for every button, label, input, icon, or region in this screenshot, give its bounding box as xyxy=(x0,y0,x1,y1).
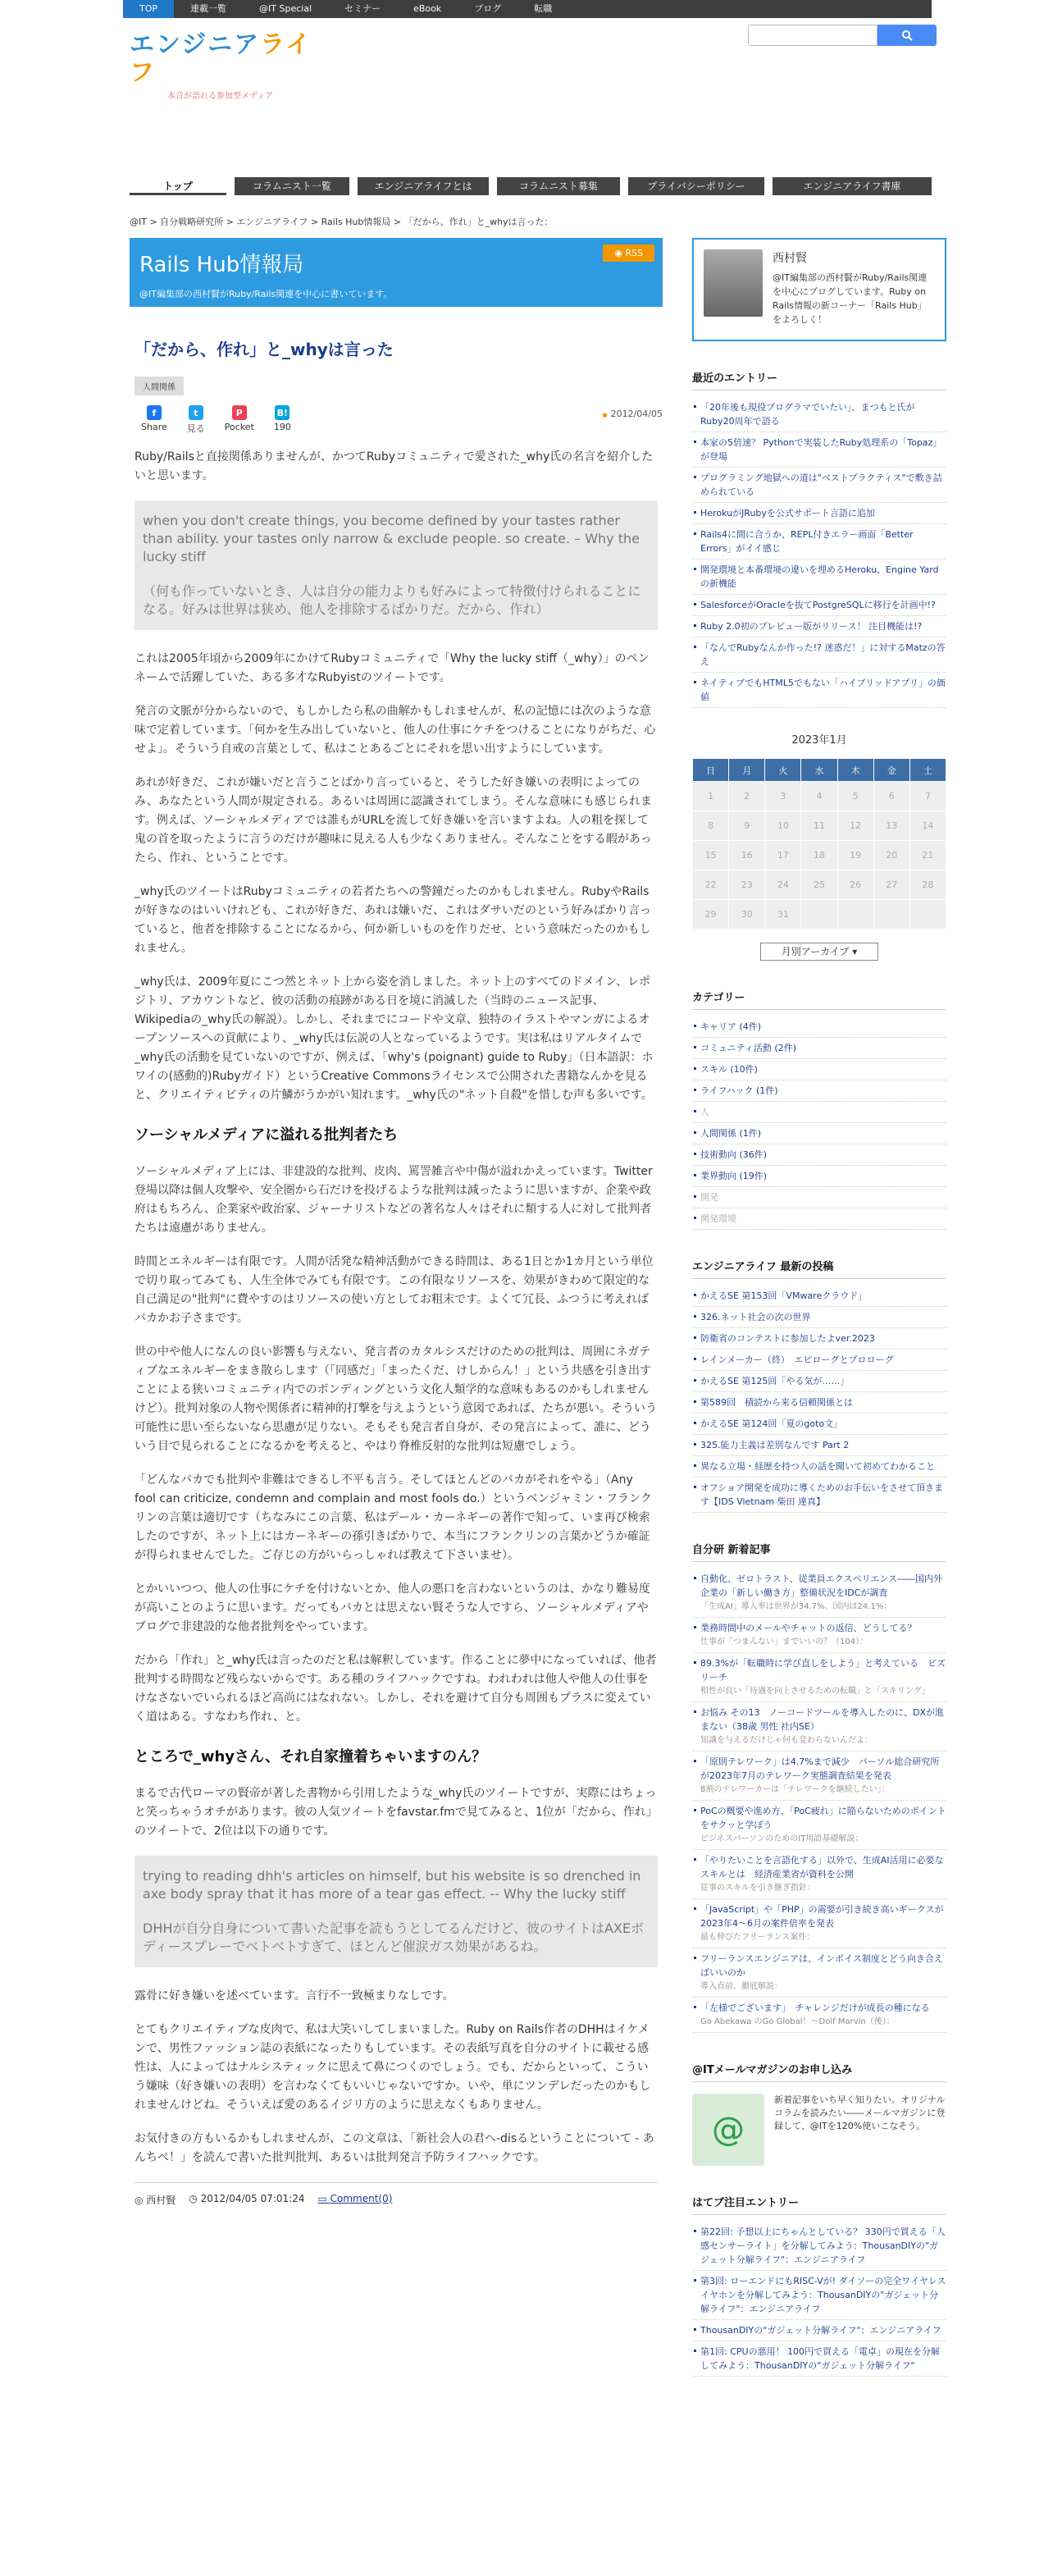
chevron-down-icon: ▾ xyxy=(852,946,858,957)
paragraph: とてもクリエイティブな皮肉で、私は大笑いしてしまいました。Ruby on Rails作者のDHHはイケメンで、男性ファッション誌の表紙になったりもしています。その表紙写真を自分のサイトに載せる感性は、人によってはナルシスティックに思えて鼻につくのでしょう。でも、だからといって、こういう嫌味（好き嫌いの表明）を言わなくてもいいじゃないですか。いや、単にツンデレだったのかもしれませんけどね。そういえば愛のあるイジリ方のように思えなくもありません。 xyxy=(134,2023,651,2112)
logo-main-b: ライフ xyxy=(130,30,312,87)
paragraph: あれが好きだ、これが嫌いだと言うことばかり言っていると、そうした好き嫌いの表明によってのみ、あなたという人間が規定される。あるいは周囲に認識されてしまう。そんな意味にも感じられます。例えば、ソーシャルメディアでは誰もがURLを流して好き嫌いを言いますよね。人の粗を探して鬼の首を取ったように言うのだけが趣味に見える人も少なくありません。そんなことをする暇があったら、作れ、ということです。 xyxy=(134,776,652,865)
share-icon: B! xyxy=(275,405,289,420)
item-title: ライフハック (1件) xyxy=(700,1085,778,1096)
item-subtitle: 最も伸びたフリーランス案件： xyxy=(700,1933,815,1942)
mag-text: 新着記事をいち早く知りたい。オリジナルコラムを読みたい――メールマガジンに登録して、@ITを120%使いこなそう。 xyxy=(774,2094,946,2131)
list-item[interactable]: かえるSE 第125回「やる気が……」 xyxy=(692,1371,946,1392)
list-item[interactable] xyxy=(692,1899,946,1948)
calendar-day: 18 xyxy=(801,841,837,870)
list-item[interactable] xyxy=(692,1702,946,1752)
calendar-day: 4 xyxy=(801,782,837,811)
item-title: 「JavaScript」や「PHP」の需要が引き続き高いギークスが2023年4〜6月の案件倍率を発表 xyxy=(700,1904,944,1929)
calendar-day: 12 xyxy=(837,811,873,841)
list-item[interactable] xyxy=(692,1618,946,1653)
timestamp-text: 2012/04/05 07:01:24 xyxy=(200,2193,305,2204)
post-date: ● 2012/04/05 xyxy=(602,409,663,419)
paragraph: 「どんなバカでも批判や非難はできるし不平も言う。そしてほとんどのバカがそれをやる」（Any fool can criticize, condemn and complain and most fools do.）というベンジャミン・フランクリンの言葉は適切です（ちなみにこの言葉、私はデール・カーネギーの著作で知って、いま再び検索したのですが、ネット上にはカーネギーの孫引きばかりで、本当にフランクリンの言葉かどうか確証が得られませんでした。ご存じの方がいらっしゃれば教えて下さいませ）。 xyxy=(134,1473,652,1562)
list-item[interactable] xyxy=(692,1850,946,1899)
post-author[interactable] xyxy=(134,2193,176,2207)
calendar-day: 25 xyxy=(801,870,837,900)
mainnav-recruit[interactable]: コラムニスト募集 xyxy=(497,177,620,195)
calendar-day: 14 xyxy=(909,811,946,841)
list-item[interactable]: ThousanDIYの"ガジェット分解ライフ"：エンジニアライフ xyxy=(692,2320,946,2341)
list-item[interactable] xyxy=(692,1653,946,1702)
comment-icon: ▭ xyxy=(317,2193,330,2204)
share-icon: f xyxy=(147,405,162,420)
item-title: キャリア (4件) xyxy=(700,1021,762,1032)
category-heading: カテゴリー xyxy=(692,989,946,1010)
share-icon: P xyxy=(232,405,247,420)
list-item[interactable]: かえるSE 第153回「VMwareクラウド」 xyxy=(692,1286,946,1307)
paragraph: 世の中や他人になんの良い影響も与えない、発言者のカタルシスだけのための批判は、周囲にネガティブなエネルギーをまき散らします（「同感だ」「まったくだ、けしからん！」という共感を引き出すことによる狭いコミュニティ内でのボンディングという文化人類学的な意味もあるのかもしれませんけど）。批判対象の人物や関係者に精神的打撃を与えようという意図であれば、たちが悪い。そういう可能性に思い至らないなら思慮が足りない。そもそも発言者自身が、その発言によって、誰に、どういう目で見られることになるかを考えると、やはり脊椎反射的な批判は短慮でしょう。 xyxy=(134,1345,657,1453)
calendar-day: 30 xyxy=(729,900,765,929)
item-title: コミュニティ活動 (2件) xyxy=(700,1043,796,1053)
calendar-day: 16 xyxy=(729,841,765,870)
calendar-day: 6 xyxy=(873,782,909,811)
main-content xyxy=(130,238,663,2207)
mail-icon: @ xyxy=(692,2094,764,2166)
calendar-day: 7 xyxy=(909,782,946,811)
item-subtitle: 相性が良い「待遇を向上させるための転職」と「スキリング」 xyxy=(700,1687,930,1696)
jibun-list xyxy=(692,1569,946,2033)
item-subtitle: 仕事が「つまんない」までいいの？（104）： xyxy=(700,1637,868,1647)
post-timestamp xyxy=(189,2193,304,2207)
share-icon: t xyxy=(189,405,203,420)
list-item[interactable]: オフショア開発を成功に導くためのお手伝いをさせて頂きます【IDS Vietnam 柴田 達真】 xyxy=(692,1478,946,1513)
list-item[interactable]: HerokuがJRubyを公式サポート言語に追加 xyxy=(692,503,946,524)
list-item[interactable]: 防衛省のコンテストに参加したよver.2023 xyxy=(692,1328,946,1350)
recent-list xyxy=(692,397,946,708)
mainnav-columnists[interactable]: コラムニスト一覧 xyxy=(235,177,349,195)
list-item[interactable]: 326.ネット社会の次の世界 xyxy=(692,1307,946,1328)
calendar-day: 15 xyxy=(693,841,729,870)
site-logo[interactable] xyxy=(130,30,326,101)
paragraph: お気付きの方もいるかもしれませんが、この文章は、「新社会人の君へ-disるということについて - あんちぺ！」を読んで書いた批判批判、あるいは批判発言予防ライフハックです。 xyxy=(134,2132,654,2164)
calendar-day xyxy=(873,900,909,929)
topnav-special[interactable]: @IT Special xyxy=(259,3,312,14)
list-item[interactable]: ネイティブでもHTML5でもない「ハイブリッドアプリ」の価値 xyxy=(692,673,946,708)
list-item[interactable]: 第589回 積読から来る信頼関係とは xyxy=(692,1392,946,1414)
list-item[interactable] xyxy=(692,1059,946,1080)
item-title: 業務時間中のメールやチャットの返信、どうしてる？ xyxy=(700,1623,917,1633)
calendar-day: 8 xyxy=(693,811,729,841)
item-title: 自動化、ゼロトラスト、従業員エクスペリエンス――国内外企業の「新しい働き方」整備状況をIDCが調査 xyxy=(700,1573,943,1598)
topnav-series[interactable]: 連載一覧 xyxy=(190,3,227,14)
list-item[interactable]: 「20年後も現役プログラマでいたい」、まつもと氏がRuby20周年で語る xyxy=(692,397,946,432)
list-item[interactable] xyxy=(692,1080,946,1102)
calendar-day: 28 xyxy=(909,870,946,900)
blog-description: @IT編集部の西村賢がRuby/Rails関連を中心に書いています。 xyxy=(139,289,393,299)
sidebar xyxy=(692,238,946,2377)
search-icon xyxy=(901,30,913,41)
search-form xyxy=(748,25,937,46)
logo-subtitle: 本音が語れる参加型メディア xyxy=(167,92,274,101)
item-title: 「左様でございます」 チャレンジだけが成長の種になる xyxy=(700,2003,930,2013)
list-item[interactable]: かえるSE 第124回「夏のgoto文」 xyxy=(692,1414,946,1435)
profile-box xyxy=(692,238,946,341)
quote-block xyxy=(134,500,658,630)
item-title: PoCの概要や進め方、「PoC疲れ」に陥らないためのポイントをサクッと学ぼう xyxy=(700,1806,946,1830)
blog-title[interactable]: Rails Hub情報局 xyxy=(139,253,304,277)
list-item[interactable]: プログラミング地獄への道は"ベストプラクティス"で敷き詰められている xyxy=(692,468,946,503)
quote-japanese: DHHが自分自身について書いた記事を読もうとしてるんだけど、彼のサイトはAXEボディースプレーでベトベトすぎて、ほとんど催涙ガス効果があるね。 xyxy=(143,1921,644,1954)
share-button[interactable] xyxy=(187,405,205,435)
section-heading: ソーシャルメディアに溢れる批判者たち xyxy=(134,1126,399,1144)
paragraph: 露骨に好き嫌いを述べています。言行不一致極まりなしです。 xyxy=(134,1989,454,2003)
calendar-day-header: 木 xyxy=(837,759,873,782)
list-item[interactable]: 第3回: ローエンドにもRISC-Vが! ダイソーの完全ワイヤレスイヤホンを分解してみよう：ThousanDIYの"ガジェット分解ライフ"：エンジニアライフ xyxy=(692,2271,946,2320)
share-label: 190 xyxy=(273,422,291,432)
calendar-day-header: 水 xyxy=(801,759,837,782)
author-name: 西村賢 xyxy=(146,2195,176,2206)
calendar-day: 26 xyxy=(837,870,873,900)
blog-header xyxy=(130,238,663,307)
list-item[interactable]: 第1回: CPUの悪用！ 100円で買える「電卓」の現在を分解してみよう：ThousanDIYの"ガジェット分解ライフ" xyxy=(692,2341,946,2377)
list-item[interactable] xyxy=(692,1144,946,1166)
topnav-blog[interactable]: ブログ xyxy=(474,3,502,14)
calendar-day xyxy=(801,900,837,929)
item-subtitle: 従事のスキルを引き継ぎ指針： xyxy=(700,1884,815,1893)
post-title: 「だから、作れ」と_whyは言った xyxy=(134,340,394,359)
mag-box[interactable] xyxy=(692,2094,946,2166)
list-item[interactable]: 325.能力主義は差別なんです Part 2 xyxy=(692,1435,946,1456)
topnav-top[interactable]: TOP xyxy=(123,0,174,18)
item-title: 「原則テレワーク」は4.7%まで減少 パーソル総合研究所が2023年7月のテレワーク実態調査結果を発表 xyxy=(700,1756,940,1781)
main-nav xyxy=(130,177,932,195)
list-item[interactable]: 開発環境と本番環境の違いを埋めるHeroku、Engine Yardの新機能 xyxy=(692,560,946,595)
calendar-day xyxy=(837,900,873,929)
share-label: Share xyxy=(141,422,167,432)
list-item[interactable] xyxy=(692,1948,946,1998)
calendar-day-header: 土 xyxy=(909,759,946,782)
post-footer xyxy=(134,2182,658,2207)
recent-heading: 最近のエントリー xyxy=(692,369,946,391)
item-subtitle: 8割のテレワーカーは「テレワークを継続したい」： xyxy=(700,1785,890,1794)
list-item[interactable] xyxy=(692,1187,946,1208)
item-title: 89.3%が「転職時に学び直しをしよう」と考えている ビズリーチ xyxy=(700,1658,946,1683)
list-item[interactable] xyxy=(692,1038,946,1059)
list-item[interactable]: レインメーカー（終） エピローグとプロローグ xyxy=(692,1350,946,1371)
item-title: 開発 xyxy=(700,1192,718,1203)
calendar-day: 10 xyxy=(765,811,801,841)
jibun-heading: 自分研 新着記事 xyxy=(692,1541,946,1562)
share-label: 見る xyxy=(186,423,205,434)
calendar-day: 5 xyxy=(837,782,873,811)
clock-icon: ◷ xyxy=(189,2193,201,2204)
item-title: 技術動向 (36件) xyxy=(700,1149,768,1160)
paragraph: 時間とエネルギーは有限です。人間が活発な精神活動ができる時間は、ある1日とか1カ月という単位で切り取ってみても、人生全体でみても有限です。この有限なリソースを、効果がきわめて限定的な自己満足の"批判"に費やすのはリソースの使い方としてお粗末です。よくて冗長、ふつうに考えればバカかお子さまです。 xyxy=(134,1255,654,1325)
calendar-day: 19 xyxy=(837,841,873,870)
item-subtitle: 「生成AI」導入率は世界が34.7%、国内は24.1%： xyxy=(700,1602,892,1611)
list-item[interactable] xyxy=(692,1016,946,1038)
profile-description: @IT編集部の西村賢がRuby/Rails関連を中心にブログしています。Ruby on Rails情報の新コーナー「Rails Hub」をよろしく！ xyxy=(773,272,928,325)
item-title: お悩み その13 ノーコードツールを導入したのに、DXが進まない（38歳 男性 社内SE） xyxy=(700,1707,944,1732)
calendar-day: 9 xyxy=(729,811,765,841)
latest-list xyxy=(692,1286,946,1513)
section-heading: ところで_whyさん、それ自家撞着ちゃいますのん？ xyxy=(134,1748,487,1765)
list-item[interactable] xyxy=(692,1123,946,1144)
quote-block xyxy=(134,1856,658,1967)
breadcrumb[interactable]: @IT > 自分戦略研究所 > エンジニアライフ > Rails Hub情報局 > 「だから、作れ」と_whyは言った： xyxy=(130,217,554,227)
share-button[interactable] xyxy=(274,405,291,435)
share-button[interactable] xyxy=(141,405,167,435)
list-item[interactable] xyxy=(692,1752,946,1801)
rss-label: RSS xyxy=(625,248,643,258)
post-tag[interactable]: 人間関係 xyxy=(134,377,184,395)
item-title: 人間関係 (1件) xyxy=(700,1128,762,1139)
item-title: 業界動向 (19件) xyxy=(700,1171,768,1181)
calendar-day xyxy=(909,900,946,929)
archive-label: 月別アーカイブ xyxy=(781,946,850,957)
calendar-day: 20 xyxy=(873,841,909,870)
list-item[interactable]: 「なんでRubyなんか作った!? 迷惑だ！」に対するMatzの答え xyxy=(692,637,946,673)
list-item[interactable] xyxy=(692,1166,946,1187)
list-item[interactable]: SalesforceがOracleを抜てPostgreSQLに移行を計画中!? xyxy=(692,595,946,616)
logo-main-a: エンジニア xyxy=(130,30,261,59)
calendar-day: 22 xyxy=(693,870,729,900)
item-subtitle: 導入直前、徹底解説： xyxy=(700,1982,782,1991)
paragraph: まるで古代ローマの賢帝が著した書物から引用したような_why氏のツイートですが、実際にはちょっと笑っちゃうオチがあります。彼の人気ツイートをfavstar.fmで見てみると、1位が「だから、作れ」のツイートで、2位は以下の通りです。 xyxy=(134,1787,658,1838)
calendar xyxy=(692,758,946,929)
post-body xyxy=(130,448,663,2207)
latest-heading: エンジニアライフ 最新の投稿 xyxy=(692,1258,946,1279)
paragraph: これは2005年頃から2009年にかけてRubyコミュニティで「Why the lucky stiff（_why）」のペンネームで活躍していた、ある多才なRubyistのツイートです。 xyxy=(134,652,650,684)
quote-english: trying to reading dhh's articles on himself, but his website is so drenched in axe body spray that it has more of a tear gas effect. -- Why the lucky stiff xyxy=(143,1868,641,1902)
mainnav-about[interactable]: エンジニアライフとは xyxy=(358,177,489,195)
paragraph: だから「作れ」と_why氏は言ったのだと私は解釈しています。作ることに夢中になっていれば、他者批判する時間など残らないからです。ある種のライフハックですね。われわれは他人や他人の仕事をけなさないでいられるほど高尚にはなれない。しかし、それを避けて自分も周囲もプラスに変えていく道はある。すなわち作れ、と。 xyxy=(134,1654,657,1724)
calendar-day: 11 xyxy=(801,811,837,841)
item-subtitle: ビジネスパーソンのためのIT用語基礎解説： xyxy=(700,1834,864,1843)
item-title: スキル (10件) xyxy=(700,1064,758,1075)
list-item[interactable] xyxy=(692,1569,946,1618)
topnav-ebook[interactable]: eBook xyxy=(413,3,442,14)
profile-name: 西村賢 xyxy=(773,252,807,265)
calendar-day: 21 xyxy=(909,841,946,870)
calendar-day: 31 xyxy=(765,900,801,929)
list-item[interactable] xyxy=(692,1208,946,1230)
calendar-day: 27 xyxy=(873,870,909,900)
list-item[interactable]: Ruby 2.0初のプレビュー版がリリース！ 注目機能は!? xyxy=(692,616,946,637)
paragraph: _why氏のツイートはRubyコミュニティの若者たちへの警鐘だったのかもしれません。RubyやRailsが好きなのはいいけれども、これが好きだ、あれは嫌いだ、これはダサいだのという好みばかり言っていると、他者を排除することになるから、何か新しいものを作りだせ、という意味だったのかもしれません。 xyxy=(134,885,651,955)
topnav-job[interactable]: 転職 xyxy=(534,3,553,14)
paragraph: とかいいつつ、他人の仕事にケチを付けないとか、他人の悪口を言わないというのは、かなり難易度が高いことのように思います。だってもバカとは思えない賢そうな人ですら、ソーシャルメディアやブログで非建設的な他者批判をやっています。 xyxy=(134,1583,650,1633)
calendar-day: 29 xyxy=(693,900,729,929)
item-subtitle: Go Abekawa のGo Global！〜Dolf Marvin（後）： xyxy=(700,2017,895,2026)
item-subtitle: 知識を与えるだけじゃ何も変わらないんだよ： xyxy=(700,1736,873,1745)
share-button[interactable] xyxy=(225,405,254,435)
calendar-day-header: 火 xyxy=(765,759,801,782)
calendar-day: 17 xyxy=(765,841,801,870)
list-item[interactable] xyxy=(692,1998,946,2033)
list-item[interactable]: 第22回: 予想以上にちゃんとしている？ 330円で買える「人感センサーライト」を分解してみよう：ThousanDIYの"ガジェット分解ライフ"：エンジニアライフ xyxy=(692,2222,946,2271)
calendar-day: 3 xyxy=(765,782,801,811)
list-item[interactable] xyxy=(692,1801,946,1850)
item-title: フリーランスエンジニアは、インボイス制度とどう向き合えばいいのか xyxy=(700,1953,943,1978)
item-title: 開発環境 xyxy=(700,1213,736,1224)
mainnav-top[interactable]: トップ xyxy=(130,177,226,195)
calendar-day-header: 金 xyxy=(873,759,909,782)
quote-english: when you don't create things, you become defined by your tastes rather than ability. your tastes only narrow & exclude people. so create. – Why the lucky stiff xyxy=(143,513,640,564)
calendar-day: 13 xyxy=(873,811,909,841)
list-item[interactable]: 本家の5倍速？ Pythonで実装したRuby処理系の「Topaz」が登場 xyxy=(692,432,946,468)
author-icon: ◎ xyxy=(134,2195,147,2206)
list-item[interactable]: 異なる立場・経歴を持つ人の話を聞いて初めてわかること xyxy=(692,1456,946,1478)
calendar-day: 1 xyxy=(693,782,729,811)
item-title: 人 xyxy=(700,1107,709,1117)
list-item[interactable]: Rails4に間に合うか、REPL付きエラー画面「Better Errors」がイイ感じ xyxy=(692,524,946,560)
share-label: Pocket xyxy=(224,422,254,432)
hatena-heading: はてブ注目エントリー xyxy=(692,2194,946,2215)
top-nav xyxy=(123,0,932,18)
rss-button[interactable] xyxy=(603,244,654,262)
search-input[interactable] xyxy=(748,25,878,46)
item-title: 「やりたいことを言語化する」以外で、生成AI活用に必要なスキルとは 経済産業省が資料を公開 xyxy=(700,1855,944,1879)
avatar xyxy=(704,249,763,317)
paragraph: _why氏は、2009年夏にこつ然とネット上から姿を消しました。ネット上のすべてのドメイン、レポジトリ、アカウントなど、彼の活動の痕跡がある日を境に消滅した（当時のニュース記事、Wikipediaの_why氏の解説）。しかし、それまでにコードや文章、独特のイラストやマンガによるオープンソースへの貢献により、_why氏は伝説の人となっているようです。実は私はリアルタイムで_why氏の活動を見ていないのですが、例えば、「why's (poignant) guide to Ruby」（日本語訳：ホワイの(感動的)Rubyガイド）というCreative Commonsライセンスで公開された書籍なんかを見ると、クリエイティビティの片鱗がうかがい知れます。_why氏の"ネット自殺"を惜しむ声も多いです。 xyxy=(134,975,654,1102)
calendar-day-header: 月 xyxy=(729,759,765,782)
paragraph: 発言の文脈が分からないので、もしかしたら私の曲解かもしれませんが、私の記憶には次のような意味で定着しています。「何かを生み出していないと、他人の仕事にケチをつけることになりがちだ、心せよ」。そういう自戒の言葉として、私はことあるごとにそれを思い出すようにしています。 xyxy=(134,705,656,756)
category-list xyxy=(692,1016,946,1230)
calendar-day: 2 xyxy=(729,782,765,811)
quote-japanese: （何も作っていないとき、人は自分の能力よりも好みによって特徴付けられることになる。好みは世界は狭め、他人を排除するばかりだ。だから、作れ） xyxy=(143,583,641,617)
topnav-seminar[interactable]: セミナー xyxy=(344,3,381,14)
mag-heading: @ITメールマガジンのお申し込み xyxy=(692,2061,946,2082)
post-intro: Ruby/Railsと直接関係ありませんが、かつてRubyコミュニティで愛された_why氏の名言を紹介したいと思います。 xyxy=(134,450,654,482)
rss-icon: ◉ xyxy=(614,248,626,258)
monthly-archive-select[interactable] xyxy=(760,943,878,961)
calendar-day: 24 xyxy=(765,870,801,900)
calendar-day: 23 xyxy=(729,870,765,900)
calendar-day-header: 日 xyxy=(693,759,729,782)
search-button[interactable] xyxy=(878,25,937,46)
list-item[interactable] xyxy=(692,1102,946,1123)
comment-text: Comment(0) xyxy=(330,2193,393,2204)
mainnav-privacy[interactable]: プライバシーポリシー xyxy=(628,177,764,195)
paragraph: ソーシャルメディア上には、非建設的な批判、皮肉、罵詈雑言や中傷が溢れかえっています。Twitter登場以降は個人攻撃や、安全圏から石だけを投げるような批判は減ったように思いますが、企業や政府はもちろん、企業家や政治家、ジャーナリストなどの著名な人々はそれに類する人に対して批判者たちは遠慮がありません。 xyxy=(134,1165,653,1235)
share-buttons xyxy=(141,405,663,435)
hatena-list xyxy=(692,2222,946,2377)
calendar-title: 2023年1月 xyxy=(791,734,847,747)
comment-link[interactable] xyxy=(317,2193,392,2207)
mainnav-archive[interactable]: エンジニアライフ書庫 xyxy=(773,177,932,195)
